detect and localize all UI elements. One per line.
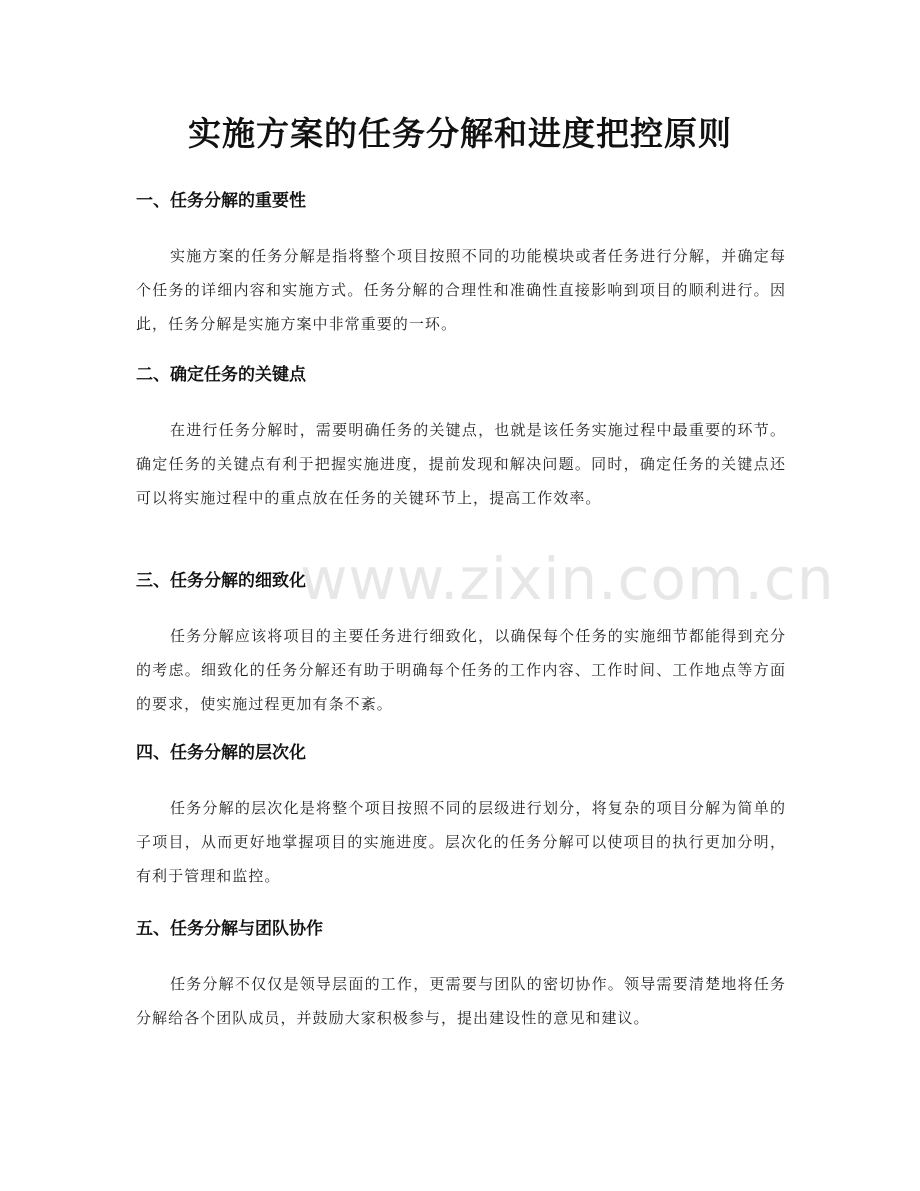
document-title: 实施方案的任务分解和进度把控原则 <box>188 114 732 153</box>
section-1 <box>136 188 786 341</box>
section-heading: 五、任务分解与团队协作 <box>136 919 323 939</box>
section-paragraph: 任务分解的层次化是将整个项目按照不同的层级进行划分，将复杂的项目分解为简单的子项目，从而更好地掌握项目的实施进度。层次化的任务分解可以使项目的执行更加分明，有利于管理和监控。 <box>136 799 786 885</box>
section-heading: 三、任务分解的细致化 <box>136 571 306 591</box>
section-heading: 二、确定任务的关键点 <box>136 365 306 385</box>
section-2 <box>136 362 786 515</box>
section-4 <box>136 740 786 893</box>
section-paragraph: 任务分解不仅仅是领导层面的工作，更需要与团队的密切协作。领导需要清楚地将任务分解给各个团队成员，并鼓励大家积极参与，提出建设性的意见和建议。 <box>136 975 786 1027</box>
section-heading: 一、任务分解的重要性 <box>136 191 306 211</box>
section-heading: 四、任务分解的层次化 <box>136 743 306 763</box>
section-paragraph: 实施方案的任务分解是指将整个项目按照不同的功能模块或者任务进行分解，并确定每个任务的详细内容和实施方式。任务分解的合理性和准确性直接影响到项目的顺利进行。因此，任务分解是实施方案中非常重要的一环。 <box>136 247 786 333</box>
section-3 <box>136 568 786 721</box>
section-paragraph: 在进行任务分解时，需要明确任务的关键点，也就是该任务实施过程中最重要的环节。确定任务的关键点有利于把握实施进度，提前发现和解决问题。同时，确定任务的关键点还可以将实施过程中的重点放在任务的关键环节上，提高工作效率。 <box>136 421 786 507</box>
watermark-text: www.zixin.com.cn <box>300 545 835 613</box>
section-5 <box>136 916 786 1035</box>
section-paragraph: 任务分解应该将项目的主要任务进行细致化，以确保每个任务的实施细节都能得到充分的考虑。细致化的任务分解还有助于明确每个任务的工作内容、工作时间、工作地点等方面的要求，使实施过程更加有条不紊。 <box>136 627 786 713</box>
